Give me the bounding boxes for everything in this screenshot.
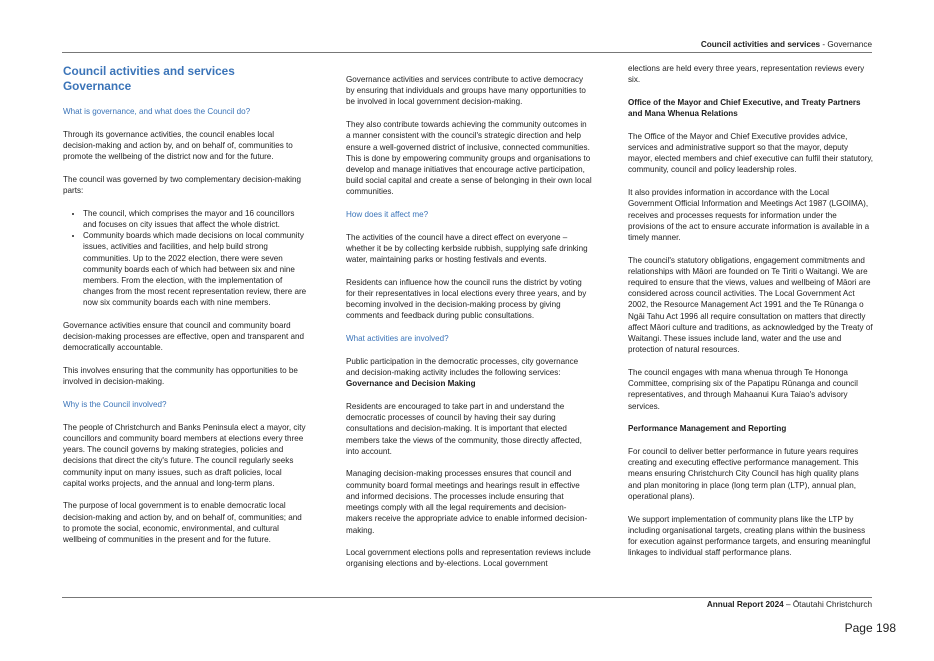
bullet-list [63,208,307,309]
paragraph [346,356,592,390]
paragraph: Managing decision-making processes ensures that council and community board formal meetings and hearings result in effective and informed decisions. The processes include ensuring that meetings comply with all the legal requirements and decision-makers receive the appropriate advice to enable informed decision-making. [346,469,588,535]
paragraph: Governance activities ensure that council and community board decision-making processes are effective, open and transparent and democratically accountable. [63,321,305,353]
header-separator: - [820,40,828,49]
header-subsection: Governance [827,40,872,49]
paragraph: The Office of the Mayor and Chief Executive provides advice, services and administrative support so that the mayor, deputy mayor, elected members and chief executive can fulfil their statutory, community, council and policy leadership roles. [628,131,874,175]
paragraph: The people of Christchurch and Banks Peninsula elect a mayor, city councillors and community board members at elections every three years. The council governs by making strategies, policies and decisions that direct the city's future. The council regularly seeks community input on many issues, such as draft policies, local capital works projects, and the annual and long-term plans. [63,422,306,488]
page-number: Page 198 [844,621,896,635]
list-item: • Community boards which made decisions on local community issues, activities and facilities, and help build strong communities. Up to the 2022 election, there were seven community boards each of which had between six and nine members. From the election, with the implementation of changes from the most recent representation review, there are now six community boards each with nine members. [83,230,307,308]
paragraph: Residents can influence how the council runs the district by voting for their representatives in local elections every three years, and by becoming involved in the decision-making process by giving comments and feedback during public consultations. [346,277,587,321]
section-heading: Office of the Mayor and Chief Executive, and Treaty Partners and Mana Whenua Relations [628,97,861,119]
paragraph: It also provides information in accordance with the Local Government Official Information and Meetings Act 1987 (LGOIMA), receives and processes requests for information under the provisions of the act to ensure accurate information is available in a timely manner. [628,188,870,242]
footer-rule [62,597,872,598]
service-heading: Governance and Decision Making [346,379,476,389]
header-rule [62,52,872,53]
running-header [701,40,872,49]
subheading-why-involved: Why is the Council involved? [63,400,167,410]
column-3 [628,63,874,570]
paragraph: For council to deliver better performance in future years requires creating and executing effective performance management. This means ensuring Christchurch City Council has high quality plans and plan monitoring in place (long term plan (LTP), annual plan, operational plans). [628,446,859,501]
paragraph: Local government elections polls and representation reviews include organising elections and by-elections. Local government [346,548,591,569]
footer-separator: – [783,600,793,609]
paragraph: elections are held every three years, representation reviews every six. [628,64,865,85]
column-2 [346,74,592,581]
paragraph: The council's statutory obligations, engagement commitments and relationships with Māori are founded on Te Tiriti o Waitangi. We are required to ensure that the views, values and wellbeing of Māori are considered across council activities. The Local Government Act 2002, the Resource Management Act 1991 and the Te Rūnanga o Ngāi Tahu Act 1996 all require consultation on matters that directly affect Māori culture and traditions, as acknowledged by the Treaty of Waitangi. These issues include land, water and the use and protection of natural resources. [628,255,873,355]
paragraph: Governance activities and services contribute to active democracy by ensuring that individuals and groups have many opportunities to be involved in local government decision-making. [346,75,586,107]
paragraph: The activities of the council have a direct effect on everyone – whether it be by collecting kerbside rubbish, supplying safe drinking water, maintaining parks or hosting festivals and events. [346,232,588,265]
subheading-what-activities: What activities are involved? [346,334,449,344]
title-line-1: Council activities and services [63,64,235,78]
title-line-2: Governance [63,79,132,93]
subheading-what-is-governance: What is governance, and what does the Council do? [63,107,251,116]
section-heading: Performance Management and Reporting [628,424,787,434]
column-1 [63,60,307,557]
page-title [63,64,307,94]
subheading-how-affect-me: How does it affect me? [346,210,429,220]
paragraph: We support implementation of community plans like the LTP by including organisational targets, creating plans within the business for execution against performance targets, and ensuring meaningful linkages to individual staff performance plans. [628,514,871,558]
paragraph: This involves ensuring that the community has opportunities to be involved in decision-making. [63,366,298,387]
paragraph: The council engages with mana whenua through Te Hononga Committee, comprising six of the Papatipu Rūnanga and council representatives, and through Mahaanui Kura Taiao's advisory services. [628,367,858,411]
paragraph: Through its governance activities, the council enables local decision-making and action by, and on behalf of, communities to promote the wellbeing of the district now and for the future. [63,129,293,162]
header-section: Council activities and services [700,40,821,49]
running-footer [707,600,872,609]
paragraph: The council was governed by two complementary decision-making parts: [63,174,301,196]
paragraph: Residents are encouraged to take part in and understand the democratic processes of council by having their say during consultations and decision-making. It is important that elected members take the views of the community, those directly affected, into account. [346,401,582,456]
paragraph-text: Public participation in the democratic processes, city governance and decision-making activity includes the following services: [346,356,579,378]
paragraph: The purpose of local government is to enable democratic local decision-making and action by, and on behalf of, communities; and to promote the social, economic, environmental, and cultural wellbeing of communities in the present and for the future. [63,501,302,545]
footer-place: Ōtautahi Christchurch [792,600,872,609]
paragraph: They also contribute towards achieving the community outcomes in a manner consistent with the council's strategic direction and help ensure a well-governed district of inclusive, connected communities. This is done by empowering community groups and organisations to develop and manage initiatives that encourage active participation, build social capital and create a sense of belonging in their own local communities. [346,120,592,197]
footer-report: Annual Report 2024 [706,600,784,609]
list-item: • The council, which comprises the mayor and 16 councillors and focuses on city issues that affect the whole district. [83,208,307,230]
